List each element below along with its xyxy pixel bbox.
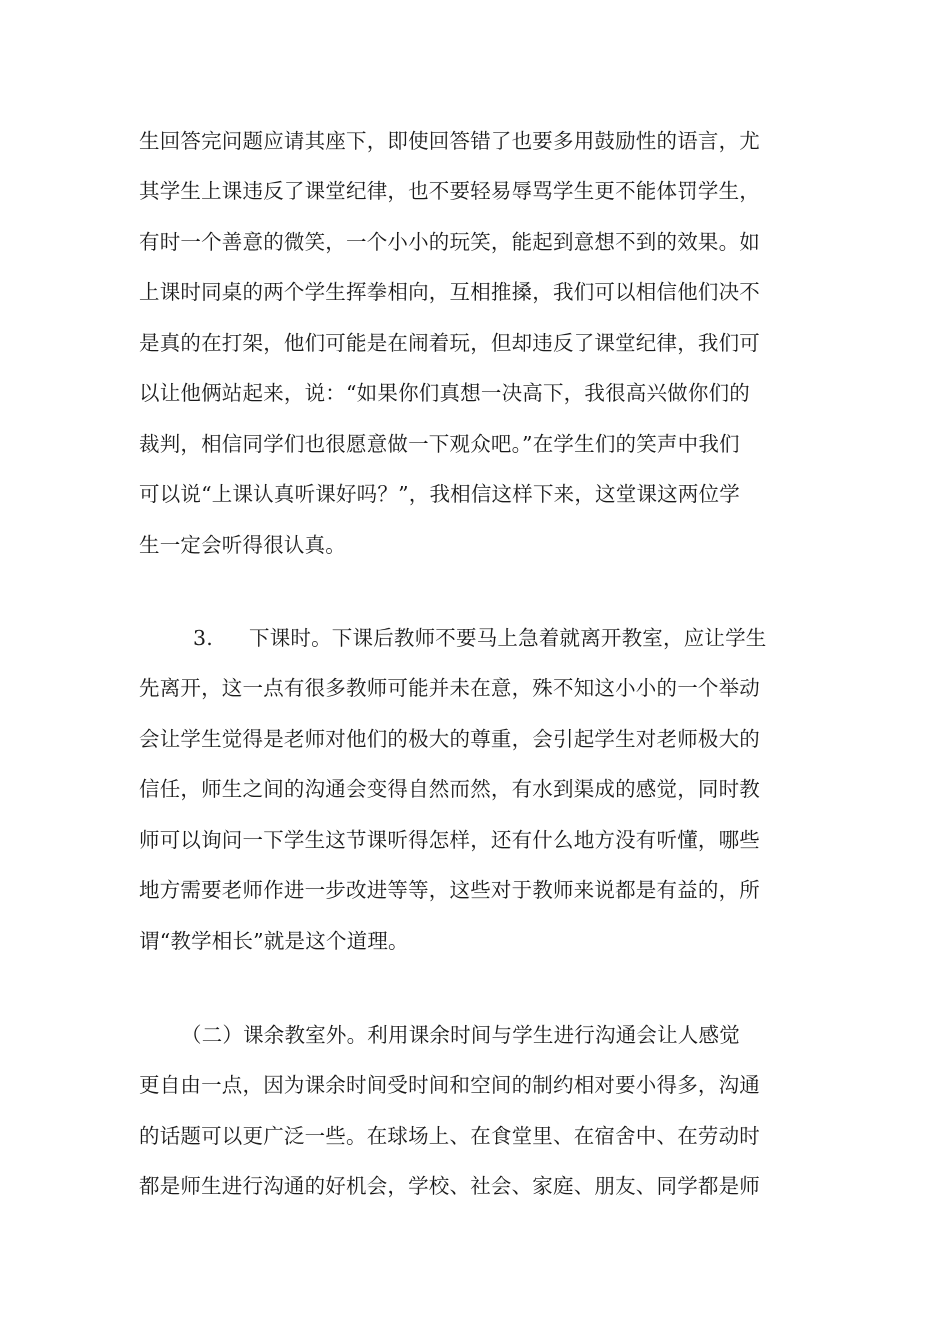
text-line: 生回答完问题应请其座下，即使回答错了也要多用鼓励性的语言，尤 — [139, 129, 760, 153]
text-line: 其学生上课违反了课堂纪律，也不要轻易辱骂学生更不能体罚学生， — [139, 179, 760, 203]
item-number: 3. — [193, 626, 213, 650]
text-line: 先离开，这一点有很多教师可能并未在意，殊不知这小小的一个举动 — [139, 676, 760, 700]
text-line: 可以说“上课认真听课好吗？”，我相信这样下来，这堂课这两位学 — [139, 482, 740, 506]
text-line: 的话题可以更广泛一些。在球场上、在食堂里、在宿舍中、在劳动时 — [139, 1124, 760, 1148]
text-line: 信任，师生之间的沟通会变得自然而然，有水到渠成的感觉，同时教 — [139, 777, 760, 801]
text-line: 更自由一点，因为课余时间受时间和空间的制约相对要小得多，沟通 — [139, 1073, 760, 1097]
text-line: 谓“教学相长”就是这个道理。 — [139, 929, 409, 953]
text-line: 以让他俩站起来，说：“如果你们真想一决高下，我很高兴做你们的 — [139, 381, 750, 405]
text-line: 生一定会听得很认真。 — [139, 533, 346, 557]
text-line: 都是师生进行沟通的好机会，学校、社会、家庭、朋友、同学都是师 — [139, 1174, 760, 1198]
text-line: 有时一个善意的微笑，一个小小的玩笑，能起到意想不到的效果。如 — [139, 230, 760, 254]
text-line: 上课时同桌的两个学生挥拳相向，互相推搡，我们可以相信他们决不 — [139, 280, 760, 304]
text-line: 裁判，相信同学们也很愿意做一下观众吧。”在学生们的笑声中我们 — [139, 432, 740, 456]
text-line: 会让学生觉得是老师对他们的极大的尊重，会引起学生对老师极大的 — [139, 727, 760, 751]
text-line: 下课时。下课后教师不要马上急着就离开教室，应让学生 — [249, 626, 767, 650]
numbered-item-first-line — [193, 618, 823, 658]
text-line: 地方需要老师作进一步改进等等，这些对于教师来说都是有益的，所 — [139, 878, 760, 902]
text-line: 是真的在打架，他们可能是在闹着玩，但却违反了课堂纪律，我们可 — [139, 331, 760, 355]
text-line: 师可以询问一下学生这节课听得怎样，还有什么地方没有听懂，哪些 — [139, 828, 760, 852]
section-first-line: （二）课余教室外。利用课余时间与学生进行沟通会让人感觉 — [181, 1023, 740, 1047]
